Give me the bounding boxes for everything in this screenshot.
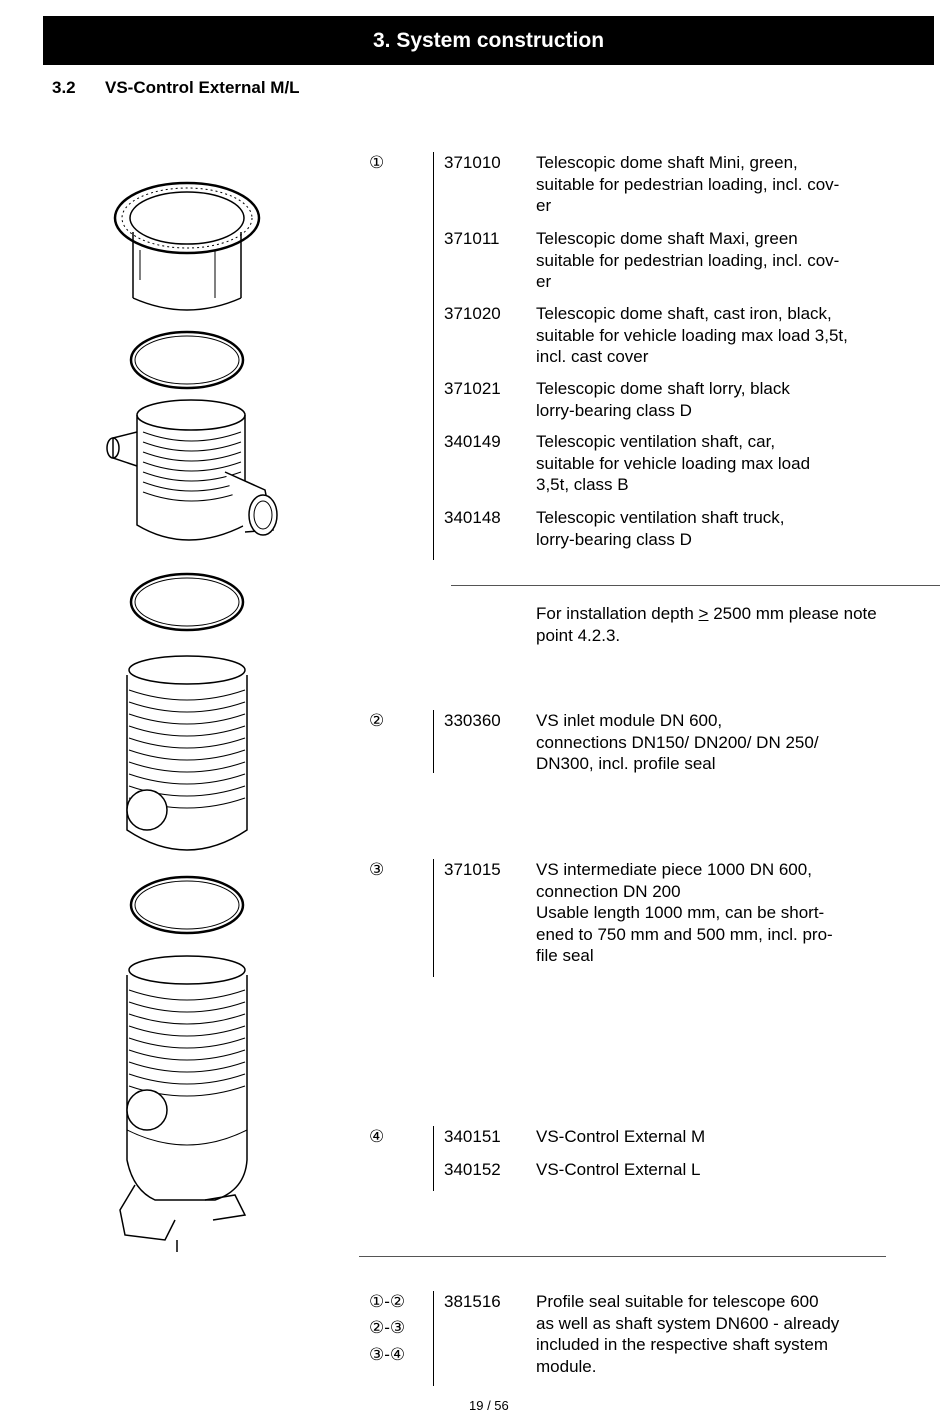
article-description: Telescopic dome shaft Mini, green, suitable for pedestrian loading, incl. cov- er (536, 153, 840, 215)
article-description: Telescopic dome shaft, cast iron, black, suitable for vehicle loading max load 3,5t, incl. cast cover (536, 304, 848, 366)
chapter-title: 3. System construction (372, 28, 605, 52)
article-code: 371020 (444, 304, 501, 323)
item-marker-1-2: ①-② (369, 1292, 406, 1311)
telescopic-dome-shaft-image (115, 183, 259, 310)
section-number: 3.2 (52, 78, 76, 97)
intermediate-piece-image (127, 656, 247, 850)
note-symbol: > (698, 604, 709, 623)
article-code: 371015 (444, 860, 501, 879)
article-code: 340152 (444, 1160, 501, 1179)
article-description: VS inlet module DN 600, connections DN150/ DN200/ DN 250/ DN300, incl. profile seal (536, 711, 819, 773)
profile-seal-ring-image (131, 574, 243, 630)
group-divider (433, 1291, 434, 1386)
installation-depth-note (536, 603, 896, 646)
separator-line (359, 1256, 886, 1257)
article-code: 340151 (444, 1127, 501, 1146)
item-marker-1: ① (369, 153, 385, 172)
article-description: Telescopic ventilation shaft, car, suitable for vehicle loading max load 3,5t, class B (536, 432, 811, 494)
profile-seal-ring-image (131, 332, 243, 388)
article-description: VS-Control External L (536, 1160, 701, 1179)
group-divider (433, 152, 434, 560)
article-code: 371010 (444, 153, 501, 172)
article-code: 340148 (444, 508, 501, 527)
article-description: Telescopic dome shaft lorry, black lorry-bearing class D (536, 379, 790, 420)
article-code: 340149 (444, 432, 501, 451)
page-number: 19 / 56 (469, 1398, 509, 1413)
article-code: 330360 (444, 711, 501, 730)
note-text-before: For installation depth (536, 604, 699, 623)
group-divider (433, 1126, 434, 1191)
article-description: Telescopic ventilation shaft truck, lorry-bearing class D (536, 508, 785, 549)
note-text-after: 2500 mm please note point 4.2.3. (536, 604, 877, 645)
chapter-header (43, 16, 934, 65)
article-description: VS intermediate piece 1000 DN 600, connection DN 200 Usable length 1000 mm, can be short- ened to 750 mm and 500 mm, incl. pro- file seal (536, 860, 833, 965)
vs-control-base-image (120, 956, 247, 1252)
article-code: 371011 (444, 229, 500, 248)
item-marker-2: ② (369, 711, 385, 730)
group-divider (433, 710, 434, 773)
inlet-module-image (107, 400, 277, 540)
item-marker-3-4: ③-④ (369, 1345, 406, 1364)
article-description: Profile seal suitable for telescope 600 as well as shaft system DN600 - already included in the respective shaft system module. (536, 1292, 840, 1376)
exploded-shaft-drawing (95, 170, 295, 1260)
profile-seal-ring-image (131, 877, 243, 933)
separator-line (451, 585, 940, 586)
article-code: 371021 (444, 379, 501, 398)
article-code: 381516 (444, 1292, 501, 1311)
article-description: VS-Control External M (536, 1127, 706, 1146)
group-divider (433, 859, 434, 977)
item-marker-4: ④ (369, 1127, 385, 1146)
article-description: Telescopic dome shaft Maxi, green suitable for pedestrian loading, incl. cov- er (536, 229, 840, 291)
item-marker-3: ③ (369, 860, 385, 879)
section-title: VS-Control External M/L (105, 78, 300, 97)
item-marker-2-3: ②-③ (369, 1318, 406, 1337)
